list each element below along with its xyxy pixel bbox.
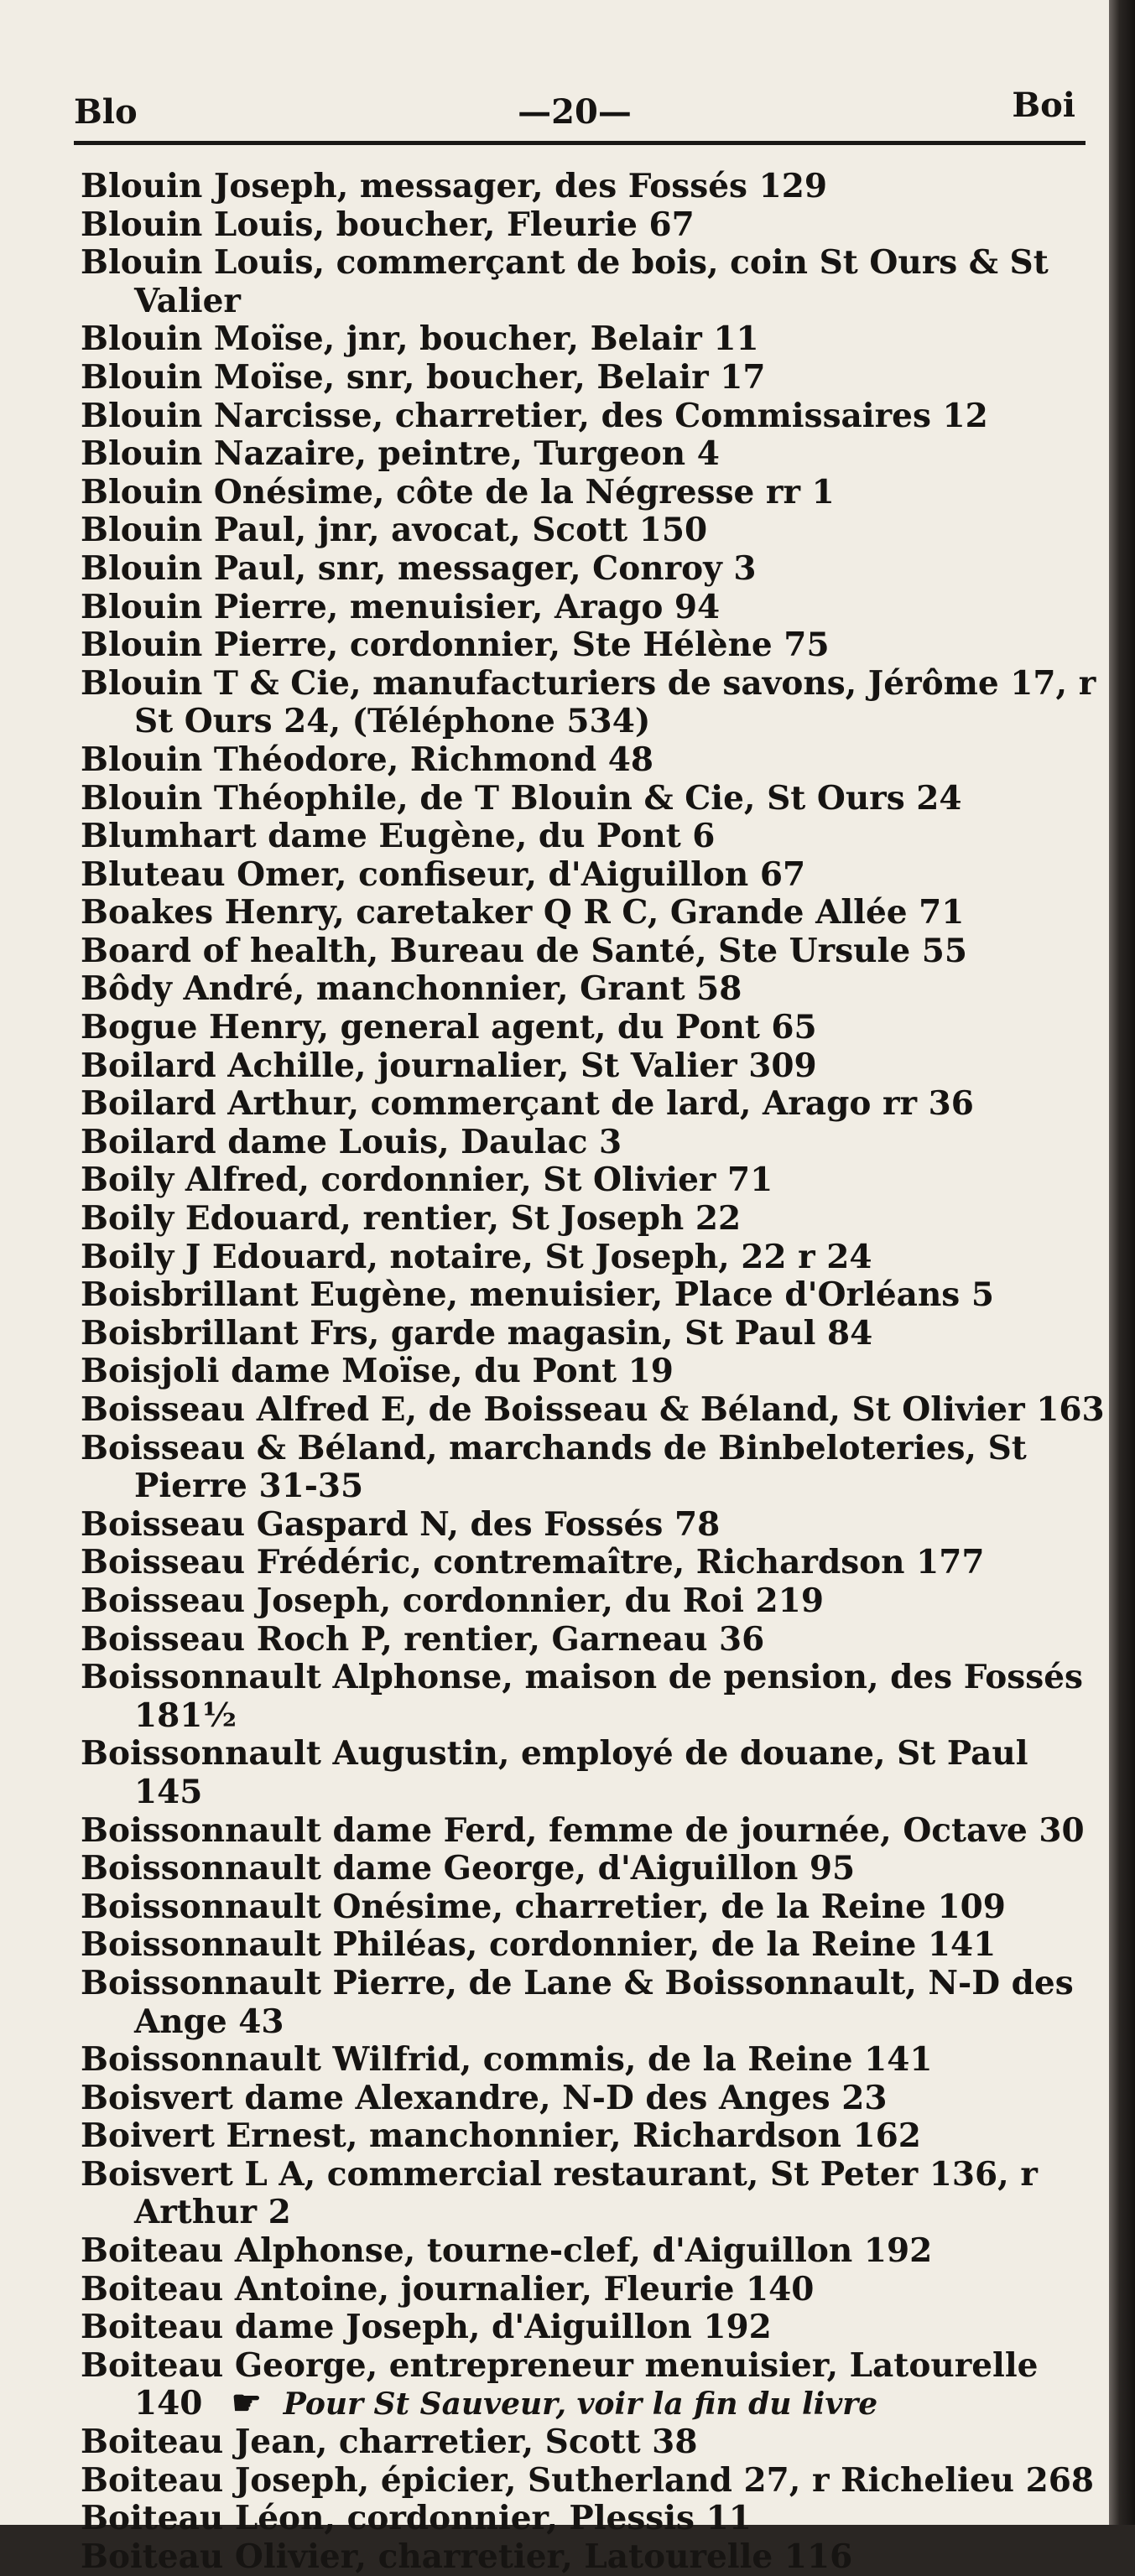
directory-entry: Blouin Moïse, snr, boucher, Belair 17 <box>81 357 766 397</box>
directory-entry: Boisseau Roch P, rentier, Garneau 36 <box>81 1619 765 1659</box>
directory-entry: Boivert Ernest, manchonnier, Richardson 162 <box>81 2116 921 2156</box>
directory-entry: Blouin Paul, jnr, avocat, Scott 150 <box>81 511 708 550</box>
directory-entry: Blouin Narcisse, charretier, des Commissaires 12 <box>81 396 988 435</box>
directory-entry: Blouin T & Cie, manufacturiers de savons, Jérôme 17, r St Ours 24, (Téléphone 534) <box>81 663 1096 741</box>
directory-entry: Boilard dame Louis, Daulac 3 <box>81 1122 622 1161</box>
directory-entry: Boisbrillant Eugène, menuisier, Place d'Orléans 5 <box>81 1275 994 1315</box>
directory-entry: Boakes Henry, caretaker Q R C, Grande Allée 71 <box>81 893 965 932</box>
directory-entry: Boissonnault Augustin, employé de douane, St Paul 145 <box>81 1734 1028 1811</box>
directory-entry: Blouin Pierre, menuisier, Arago 94 <box>81 587 721 626</box>
directory-entry: Boiteau Alphonse, tourne-clef, d'Aiguillon 192 <box>81 2231 933 2271</box>
directory-entry: Boisseau Gaspard N, des Fossés 78 <box>81 1504 721 1544</box>
footer-note: Pour St Sauveur, voir la fin du livre <box>283 2386 878 2422</box>
directory-entry: Blumhart dame Eugène, du Pont 6 <box>81 817 716 856</box>
pointing-hand-icon: ☛ <box>231 2383 262 2423</box>
directory-entry: Boiteau Joseph, épicier, Sutherland 27, r Richelieu 268 <box>81 2460 1094 2500</box>
directory-entry: Blouin Paul, snr, messager, Conroy 3 <box>81 548 757 588</box>
directory-entries <box>81 168 1106 2576</box>
directory-entry: Blouin Louis, commerçant de bois, coin St Ours & St Valier <box>81 243 1049 320</box>
directory-entry: Boisseau & Béland, marchands de Binbeloteries, St Pierre 31-35 <box>81 1428 1027 1506</box>
directory-entry: Boiteau Antoine, journalier, Fleurie 140 <box>81 2269 815 2309</box>
directory-entry: Board of health, Bureau de Santé, Ste Ursule 55 <box>81 931 968 970</box>
directory-entry: Bôdy André, manchonnier, Grant 58 <box>81 969 742 1009</box>
directory-entry: Blouin Moïse, jnr, boucher, Belair 11 <box>81 319 759 359</box>
directory-entry: Boiteau Léon, cordonnier, Plessis 11 <box>81 2499 752 2538</box>
header-rule <box>74 141 1086 145</box>
header-left-guide-word: Blo <box>74 92 138 132</box>
directory-entry: Boissonnault Wilfrid, commis, de la Reine 141 <box>81 2040 933 2080</box>
directory-entry: Boily J Edouard, notaire, St Joseph, 22 r 24 <box>81 1237 872 1276</box>
directory-entry: Boisbrillant Frs, garde magasin, St Paul 84 <box>81 1313 873 1353</box>
directory-entry: Blouin Théodore, Richmond 48 <box>81 740 653 779</box>
directory-entry: Blouin Onésime, côte de la Négresse rr 1 <box>81 472 835 512</box>
directory-entry: Boissonnault dame Ferd, femme de journée, Octave 30 <box>81 1810 1085 1850</box>
directory-entry: Bluteau Omer, confiseur, d'Aiguillon 67 <box>81 854 806 894</box>
directory-entry: Boily Alfred, cordonnier, St Olivier 71 <box>81 1161 773 1200</box>
directory-entry: Boisseau Alfred E, de Boisseau & Béland, St Olivier 163 <box>81 1390 1105 1429</box>
directory-entry: Boiteau Jean, charretier, Scott 38 <box>81 2423 698 2462</box>
directory-entry: Boisvert L A, commercial restaurant, St Peter 136, r Arthur 2 <box>81 2154 1038 2232</box>
directory-entry: Boissonnault Alphonse, maison de pension, des Fossés 181½ <box>81 1658 1083 1735</box>
header-right-guide-word: Boi <box>1012 86 1075 125</box>
directory-entry: Boiteau George, entrepreneur menuisier, Latourelle 140 <box>81 2345 1039 2423</box>
directory-entry: Boisseau Joseph, cordonnier, du Roi 219 <box>81 1581 824 1620</box>
page-number: —20— <box>518 92 632 132</box>
directory-entry: Boiteau Olivier, charretier, Latourelle 116 <box>81 2537 853 2576</box>
directory-entry: Blouin Joseph, messager, des Fossés 129 <box>81 167 827 205</box>
directory-entry: Blouin Louis, boucher, Fleurie 67 <box>81 205 695 244</box>
directory-entry: Blouin Pierre, cordonnier, Ste Hélène 75 <box>81 626 830 665</box>
directory-entry: Boilard Achille, journalier, St Valier 309 <box>81 1046 817 1085</box>
directory-entry: Blouin Nazaire, peintre, Turgeon 4 <box>81 434 720 474</box>
directory-entry: Bogue Henry, general agent, du Pont 65 <box>81 1008 817 1047</box>
directory-entry: Boilard Arthur, commerçant de lard, Arago rr 36 <box>81 1084 974 1124</box>
directory-entry: Boissonnault Onésime, charretier, de la Reine 109 <box>81 1887 1006 1926</box>
directory-entry: Boissonnault Pierre, de Lane & Boissonnault, N-D des Ange 43 <box>81 1963 1074 2041</box>
directory-entry: Boiteau dame Joseph, d'Aiguillon 192 <box>81 2308 772 2347</box>
directory-entry: Boissonnault dame George, d'Aiguillon 95 <box>81 1849 856 1888</box>
directory-entry: Boisvert dame Alexandre, N-D des Anges 23 <box>81 2078 888 2117</box>
directory-entry: Boissonnault Philéas, cordonnier, de la Reine 141 <box>81 1925 997 1965</box>
directory-entry: Boily Edouard, rentier, St Joseph 22 <box>81 1199 742 1239</box>
directory-entry: Boisseau Frédéric, contremaître, Richardson 177 <box>81 1543 985 1582</box>
page-footer <box>0 2383 1109 2423</box>
page-edge-shadow <box>1109 0 1135 2525</box>
directory-entry: Boisjoli dame Moïse, du Pont 19 <box>81 1352 674 1391</box>
directory-entry: Blouin Théophile, de T Blouin & Cie, St Ours 24 <box>81 778 962 818</box>
page-header <box>74 80 1075 139</box>
